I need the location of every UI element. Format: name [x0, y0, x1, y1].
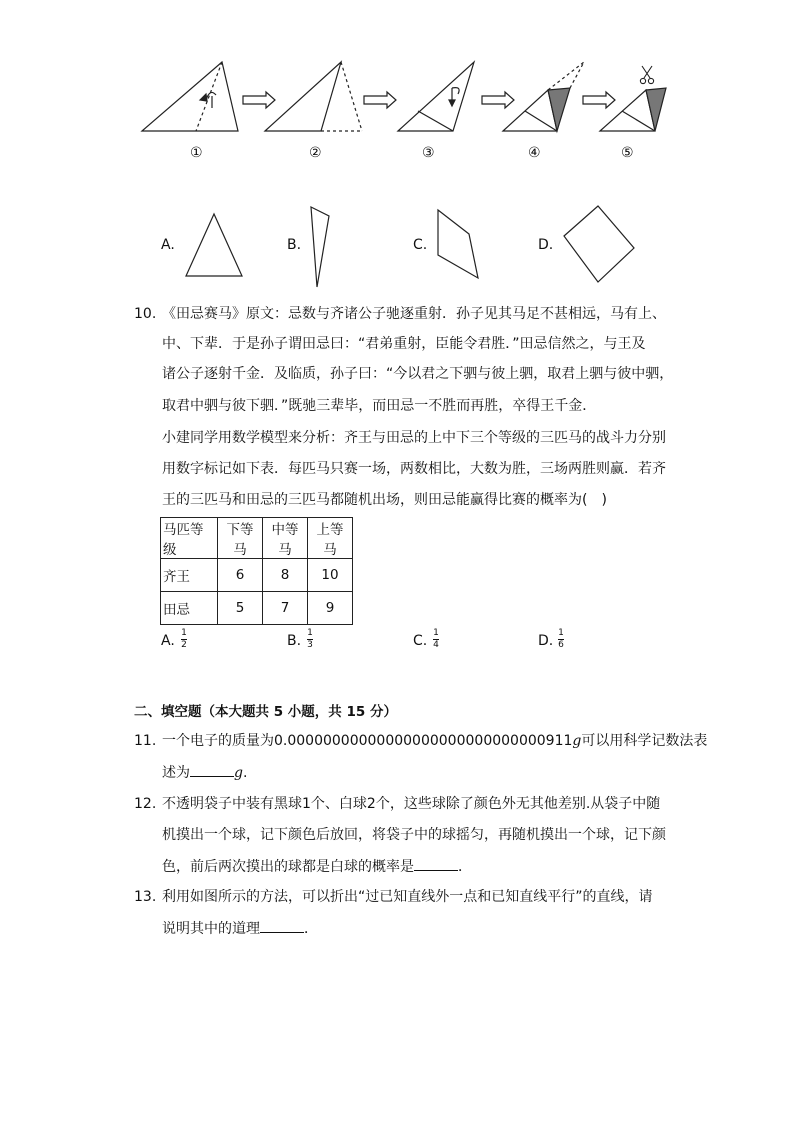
table-cell: 10 — [308, 559, 353, 592]
table-cell: 9 — [308, 592, 353, 625]
q10-option-b-fraction: 1 3 — [307, 628, 313, 650]
step-label-1: ① — [190, 145, 203, 161]
arrow-4-icon — [583, 92, 615, 108]
table-cell: 田忌 — [161, 592, 218, 625]
q9-option-b[interactable]: B. — [287, 237, 302, 253]
step-label-4: ④ — [528, 145, 541, 161]
fold-step-1-figure — [142, 62, 238, 131]
q13-text-line-1: 利用如图所示的方法，可以折出“过已知直线外一点和已知直线平行”的直线，请 — [162, 889, 653, 905]
q11-number: 11. — [134, 733, 157, 749]
fold-step-2-figure — [265, 62, 362, 131]
option-b-shape — [311, 207, 329, 287]
arrow-3-icon — [482, 92, 514, 108]
scissors-icon — [640, 66, 653, 84]
table-cell: 7 — [263, 592, 308, 625]
horse-strength-table — [160, 517, 353, 625]
arrow-2-icon — [364, 92, 396, 108]
table-cell: 齐王 — [161, 559, 218, 592]
table-cell: 6 — [218, 559, 263, 592]
table-row — [161, 592, 353, 625]
q13-text-line-2: 说明其中的道理 ． — [162, 921, 318, 937]
option-a-shape — [186, 214, 242, 276]
table-header-cell: 上等马 — [308, 518, 353, 559]
table-header-cell: 中等马 — [263, 518, 308, 559]
q12-number: 12. — [134, 796, 157, 812]
q10-option-c[interactable]: C. — [413, 633, 428, 649]
fold-step-5-figure — [600, 88, 666, 131]
table-cell: 5 — [218, 592, 263, 625]
option-d-shape — [564, 206, 634, 282]
q12-text-line-1: 不透明袋子中装有黑球1个、白球2个，这些球除了颜色外无其他差别.从袋子中随 — [162, 796, 661, 812]
q11-text-line-1: 一个电子的质量为0.00000000000000000000000000000911g可以用科学记数法表 — [162, 733, 708, 749]
table-header-cell: 马匹等级 — [161, 518, 218, 559]
step-label-2: ② — [309, 145, 322, 161]
arrow-1-icon — [243, 92, 275, 108]
q11-unit: g — [572, 733, 582, 749]
q10-text-line-7: 王的三匹马和田忌的三匹马都随机出场，则田忌能赢得比赛的概率为( ) — [162, 492, 607, 508]
q12-text-line-3: 色，前后两次摸出的球都是白球的概率是 ． — [162, 859, 472, 875]
table-header-cell: 下等马 — [218, 518, 263, 559]
q10-text-line-5: 小建同学用数学模型来分析：齐王与田忌的上中下三个等级的三匹马的战斗力分别 — [162, 430, 666, 446]
q12-text-line-2: 机摸出一个球，记下颜色后放回，将袋子中的球摇匀，再随机摸出一个球，记下颜 — [162, 827, 666, 843]
table-cell: 8 — [263, 559, 308, 592]
q10-text-line-3: 诸公子逐射千金．及临质，孙子曰：“今以君之下驷与彼上驷，取君上驷与彼中驷， — [162, 366, 674, 382]
table-row — [161, 559, 353, 592]
section-heading: 二、填空题（本大题共 5 小题，共 15 分） — [134, 704, 397, 720]
q10-text-line-2: 中、下辈．于是孙子谓田忌曰：“君弟重射，臣能令君胜．”田忌信然之，与王及 — [162, 336, 646, 352]
q10-number: 10. — [134, 306, 157, 322]
table-header-row — [161, 518, 353, 559]
q10-option-d[interactable]: D. — [538, 633, 554, 649]
q10-option-a[interactable]: A. — [161, 633, 175, 649]
q10-text-line-1: 《田忌赛马》原文：忌数与齐诸公子驰逐重射．孙子见其马足不甚相远，马有上、 — [162, 306, 666, 322]
q10-option-c-fraction: 1 4 — [433, 628, 439, 650]
q11-text-line-2: 述为 g. — [162, 765, 248, 781]
q13-number: 13. — [134, 889, 157, 905]
q10-option-d-fraction: 1 6 — [558, 628, 564, 650]
folding-figure — [0, 0, 794, 300]
q13-answer-blank[interactable] — [260, 920, 304, 933]
q10-option-b[interactable]: B. — [287, 633, 302, 649]
option-c-shape — [438, 210, 478, 278]
q10-text-line-6: 用数字标记如下表．每匹马只赛一场，两数相比，大数为胜，三场两胜则赢．若齐 — [162, 461, 666, 477]
q10-option-a-fraction: 1 2 — [181, 628, 187, 650]
q9-option-c[interactable]: C. — [413, 237, 428, 253]
step-label-3: ③ — [422, 145, 435, 161]
q11-answer-blank[interactable] — [190, 764, 234, 777]
q9-option-a[interactable]: A. — [161, 237, 175, 253]
step-label-5: ⑤ — [621, 145, 634, 161]
q10-text-line-4: 取君中驷与彼下驷．”既驰三辈毕，而田忌一不胜而再胜，卒得王千金． — [162, 398, 597, 414]
q9-option-d[interactable]: D. — [538, 237, 554, 253]
q12-answer-blank[interactable] — [414, 858, 458, 871]
fold-step-4-figure — [503, 62, 584, 131]
fold-step-3-figure — [398, 62, 474, 131]
